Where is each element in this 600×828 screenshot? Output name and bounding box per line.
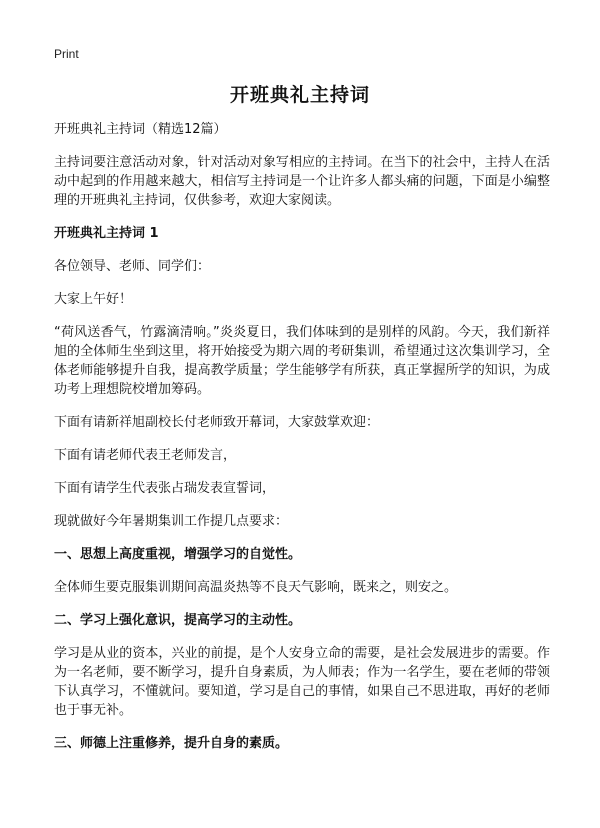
section-heading: 二、学习上强化意识，提高学习的主动性。 <box>54 613 302 628</box>
print-link[interactable]: Print <box>54 47 79 61</box>
paragraph: 全体师生要克服集训期间高温炎热等不良天气影响，既来之，则安之。 <box>54 580 458 595</box>
paragraph: 各位领导、老师、同学们： <box>54 259 211 274</box>
page-title: 开班典礼主持词 <box>229 84 370 106</box>
section-heading: 三、师德上注重修养，提升自身的素质。 <box>54 736 289 751</box>
section-heading: 一、思想上高度重视，增强学习的自觉性。 <box>54 547 302 562</box>
paragraph: 主持词要注意活动对象，针对活动对象写相应的主持词。在当下的社会中，主持人在活动中起到的作用越来越大，相信写主持词是一个让许多人都头痛的问题，下面是小编整理的开班典礼主持词，仅供参考，欢迎大家阅读。 <box>54 155 550 208</box>
paragraph: 下面有请学生代表张占瑞发表宣誓词， <box>54 481 276 496</box>
paragraph: 下面有请新祥旭副校长付老师致开幕词，大家鼓掌欢迎： <box>54 415 380 430</box>
paragraph: 现就做好今年暑期集训工作提几点要求： <box>54 514 289 529</box>
article-body <box>54 120 550 767</box>
paragraph: 大家上午好！ <box>54 292 133 307</box>
section-heading: 开班典礼主持词 1 <box>54 226 159 241</box>
paragraph: “荷风送香气，竹露滴清响。”炎炎夏日，我们体味到的是别样的风韵。今天，我们新祥旭的全体师生坐到这里，将开始接受为期六周的考研集训，希望通过这次集训学习，全体老师能够提升自我，提高教学质量；学生能够学有所获，真正掌握所学的知识，为成功考上理想院校增加筹码。 <box>54 325 550 397</box>
paragraph: 学习是从业的资本，兴业的前提，是个人安身立命的需要，是社会发展进步的需要。作为一名老师，要不断学习，提升自身素质，为人师表；作为一名学生，要在老师的带领下认真学习，不懂就问。要知道，学习是自己的事情，如果自己不思进取，再好的老师也于事无补。 <box>54 646 550 718</box>
paragraph: 下面有请老师代表王老师发言， <box>54 448 237 463</box>
paragraph: 开班典礼主持词（精选12篇） <box>54 122 227 137</box>
